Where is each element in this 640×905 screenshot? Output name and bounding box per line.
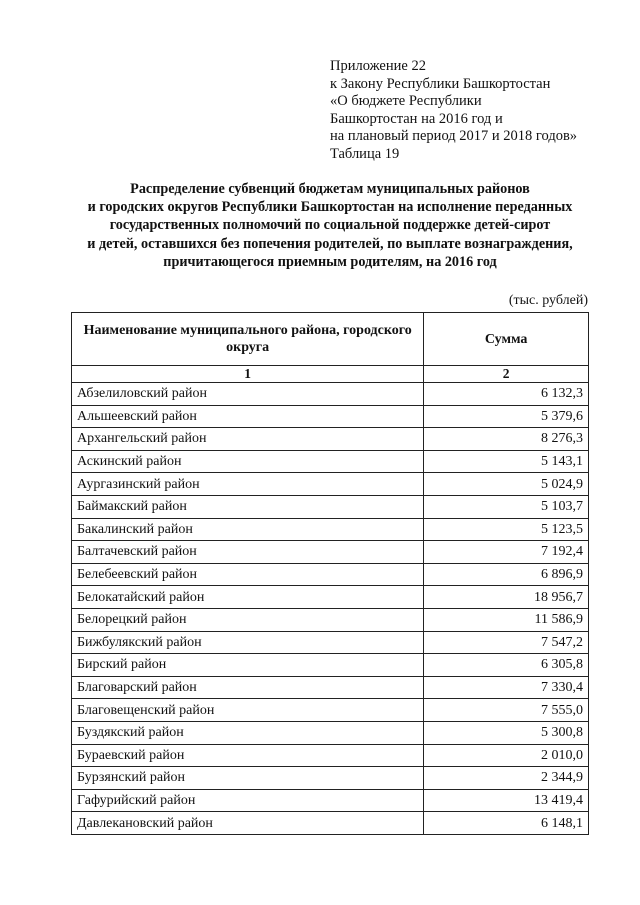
district-name: Буздякский район bbox=[72, 721, 424, 744]
district-name: Аургазинский район bbox=[72, 473, 424, 496]
appendix-line: Приложение 22 bbox=[330, 58, 426, 74]
district-sum: 6 148,1 bbox=[424, 812, 589, 835]
table-row bbox=[72, 495, 589, 518]
title-line: и городских округов Республики Башкортостан на исполнение переданных bbox=[87, 199, 573, 216]
table-row bbox=[72, 699, 589, 722]
title-line: причитающегося приемным родителям, на 2016 год bbox=[163, 253, 497, 270]
district-sum: 6 132,3 bbox=[424, 383, 589, 406]
table-row bbox=[72, 767, 589, 790]
district-name: Балтачевский район bbox=[72, 541, 424, 564]
district-name: Давлекановский район bbox=[72, 812, 424, 835]
district-sum: 18 956,7 bbox=[424, 586, 589, 609]
table-row bbox=[72, 473, 589, 496]
appendix-line: к Закону Республики Башкортостан bbox=[330, 75, 551, 92]
district-sum: 11 586,9 bbox=[424, 608, 589, 631]
district-sum: 2 010,0 bbox=[424, 744, 589, 767]
district-sum: 6 305,8 bbox=[424, 654, 589, 677]
district-name: Бижбулякский район bbox=[72, 631, 424, 654]
table-row bbox=[72, 676, 589, 699]
table-row bbox=[72, 450, 589, 473]
table-row bbox=[72, 654, 589, 677]
district-sum: 8 276,3 bbox=[424, 428, 589, 451]
appendix-line: на плановый период 2017 и 2018 годов» bbox=[330, 128, 578, 145]
table-row bbox=[72, 812, 589, 835]
district-name: Альшеевский район bbox=[72, 405, 424, 428]
table-row bbox=[72, 586, 589, 609]
table-row bbox=[72, 744, 589, 767]
table-row bbox=[72, 721, 589, 744]
table-row bbox=[72, 428, 589, 451]
table-row bbox=[72, 541, 589, 564]
table-row bbox=[72, 383, 589, 406]
subsidy-table bbox=[71, 312, 589, 835]
district-sum: 5 103,7 bbox=[424, 495, 589, 518]
district-name: Белорецкий район bbox=[72, 608, 424, 631]
district-sum: 5 143,1 bbox=[424, 450, 589, 473]
table-row bbox=[72, 608, 589, 631]
district-sum: 6 896,9 bbox=[424, 563, 589, 586]
header-name: Наименование муниципального района, городского округа bbox=[72, 313, 424, 366]
title-line: и детей, оставшихся без попечения родителей, по выплате вознаграждения, bbox=[87, 235, 573, 252]
district-sum: 5 123,5 bbox=[424, 518, 589, 541]
district-name: Гафурийский район bbox=[72, 789, 424, 812]
table-row bbox=[72, 405, 589, 428]
district-name: Бурзянский район bbox=[72, 767, 424, 790]
table-row bbox=[72, 631, 589, 654]
district-name: Бакалинский район bbox=[72, 518, 424, 541]
title-line: Распределение субвенций бюджетам муниципальных районов bbox=[130, 181, 530, 197]
table-number: Таблица 19 bbox=[330, 145, 400, 162]
column-number: 2 bbox=[424, 366, 589, 383]
district-name: Бураевский район bbox=[72, 744, 424, 767]
district-name: Бирский район bbox=[72, 654, 424, 677]
units-label: (тыс. рублей) bbox=[508, 293, 588, 308]
district-sum: 13 419,4 bbox=[424, 789, 589, 812]
document-title bbox=[40, 180, 620, 271]
title-line: государственных полномочий по социальной поддержке детей-сирот bbox=[109, 217, 551, 234]
table-row bbox=[72, 789, 589, 812]
district-name: Благоварский район bbox=[72, 676, 424, 699]
table-row bbox=[72, 563, 589, 586]
district-sum: 5 379,6 bbox=[424, 405, 589, 428]
header-sum: Сумма bbox=[424, 313, 589, 366]
district-name: Абзелиловский район bbox=[72, 383, 424, 406]
district-sum: 5 300,8 bbox=[424, 721, 589, 744]
district-sum: 2 344,9 bbox=[424, 767, 589, 790]
appendix-header bbox=[330, 58, 577, 164]
appendix-line: Башкортостан на 2016 год и bbox=[330, 110, 503, 127]
district-sum: 7 547,2 bbox=[424, 631, 589, 654]
district-name: Белебеевский район bbox=[72, 563, 424, 586]
district-name: Белокатайский район bbox=[72, 586, 424, 609]
table-row bbox=[72, 518, 589, 541]
district-sum: 7 330,4 bbox=[424, 676, 589, 699]
appendix-line: «О бюджете Республики bbox=[330, 93, 482, 110]
district-name: Архангельский район bbox=[72, 428, 424, 451]
district-sum: 7 192,4 bbox=[424, 541, 589, 564]
column-number: 1 bbox=[72, 366, 424, 383]
district-sum: 7 555,0 bbox=[424, 699, 589, 722]
district-name: Баймакский район bbox=[72, 495, 424, 518]
district-sum: 5 024,9 bbox=[424, 473, 589, 496]
district-name: Аскинский район bbox=[72, 450, 424, 473]
district-name: Благовещенский район bbox=[72, 699, 424, 722]
